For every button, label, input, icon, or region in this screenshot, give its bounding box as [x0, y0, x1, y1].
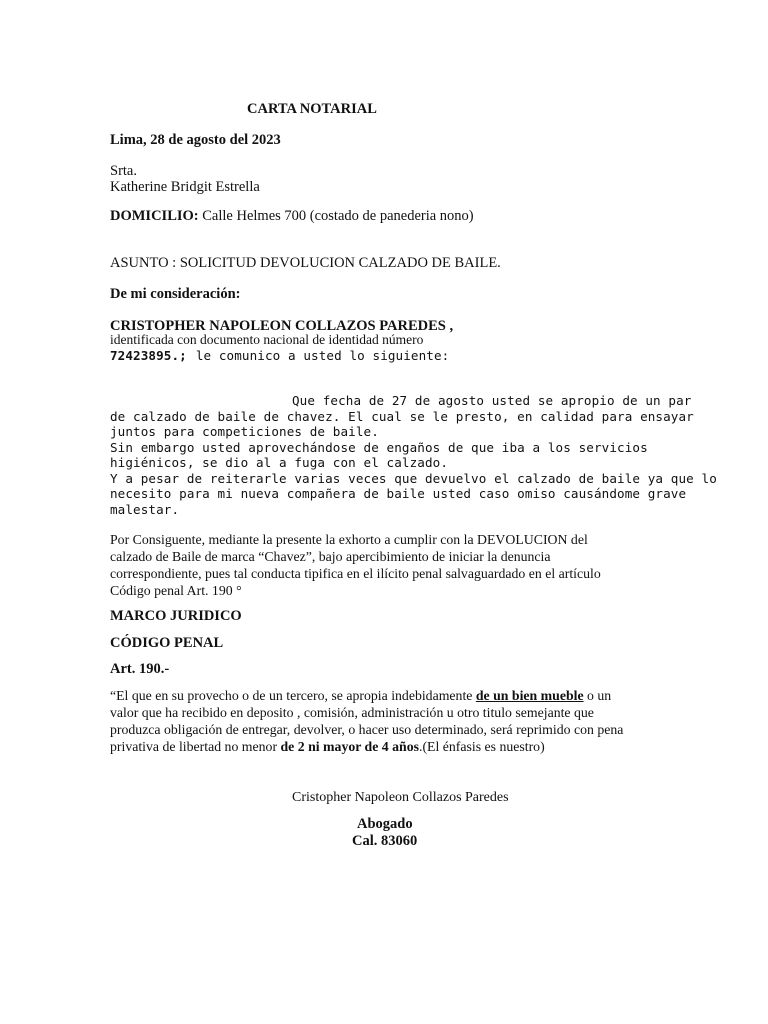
article-quote: [110, 687, 650, 755]
address-value: Calle Helmes 700 (costado de panederia nono): [198, 208, 474, 224]
sender-communication: le comunico a usted lo siguiente:: [195, 348, 450, 363]
body-line: de calzado de baile de chavez. El cual se le presto, en calidad para ensayar: [110, 408, 694, 424]
quote-line: produzca obligación de entregar, devolver, o hacer uso determinado, será reprimido con pena: [110, 722, 624, 737]
sender-name: CRISTOPHER NAPOLEON COLLAZOS PAREDES ,: [110, 318, 454, 334]
legal-framework-heading: MARCO JURIDICO: [110, 608, 242, 624]
address-label: DOMICILIO:: [110, 208, 199, 224]
body-line: juntos para competiciones de baile.: [110, 424, 379, 439]
signature-registration: Cal. 83060: [352, 833, 418, 849]
sender-dni-line: [110, 347, 449, 365]
body-line: Sin embargo usted aprovechándose de engaños de que iba a los servicios: [110, 439, 648, 455]
consequently-paragraph: [110, 531, 650, 599]
quote-line: [110, 687, 650, 704]
consequently-line: correspondiente, pues tal conducta tipifica en el ilícito penal salvaguardado en el artículo: [110, 566, 601, 581]
place-date: Lima, 28 de agosto del 2023: [110, 132, 281, 148]
body-line: Y a pesar de reiterarle varias veces que devuelvo el calzado de baile ya que lo: [110, 470, 717, 486]
quote-line: valor que ha recibido en deposito , comisión, administración u otro titulo semejante que: [110, 705, 594, 720]
body-line: necesito para mi nueva compañera de baile usted caso omiso causándome grave: [110, 486, 687, 501]
sender-id-line: identificada con documento nacional de identidad número: [110, 332, 424, 347]
consequently-line: calzado de Baile de marca “Chavez”, bajo apercibimiento de iniciar la denuncia: [110, 549, 551, 564]
article-heading: Art. 190.-: [110, 661, 170, 677]
document-title: CARTA NOTARIAL: [247, 101, 377, 117]
body-line: malestar.: [110, 501, 180, 517]
quote-text: privativa de libertad no menor: [110, 739, 281, 754]
signature-role: Abogado: [357, 816, 413, 832]
subject-line: ASUNTO : SOLICITUD DEVOLUCION CALZADO DE BAILE.: [110, 255, 501, 271]
quote-emphasis-movable: de un bien mueble: [475, 688, 584, 703]
penal-code-heading: CÓDIGO PENAL: [110, 635, 224, 651]
recipient-name: Katherine Bridgit Estrella: [110, 179, 260, 195]
recipient-salutation: Srta.: [110, 163, 137, 179]
quote-text: .(El énfasis es nuestro): [419, 739, 545, 754]
recipient-address: [110, 208, 474, 225]
consequently-line: Código penal Art. 190 °: [110, 583, 242, 598]
quote-text: o un: [583, 688, 612, 703]
body-paragraph: [110, 393, 717, 517]
greeting: De mi consideración:: [110, 286, 241, 302]
signature-name: Cristopher Napoleon Collazos Paredes: [292, 790, 509, 805]
consequently-line: Por Consiguente, mediante la presente la exhorto a cumplir con la DEVOLUCION del: [110, 532, 588, 547]
quote-line: [110, 738, 650, 755]
sender-dni: 72423895.;: [110, 348, 187, 363]
body-line: Que fecha de 27 de agosto usted se apropio de un par: [292, 393, 692, 408]
body-line: higiénicos, se dio al a fuga con el calzado.: [110, 455, 449, 470]
quote-emphasis-sentence: de 2 ni mayor de 4 años: [280, 739, 419, 754]
quote-text: “El que en su provecho o de un tercero, se apropia indebidamente: [110, 688, 476, 703]
